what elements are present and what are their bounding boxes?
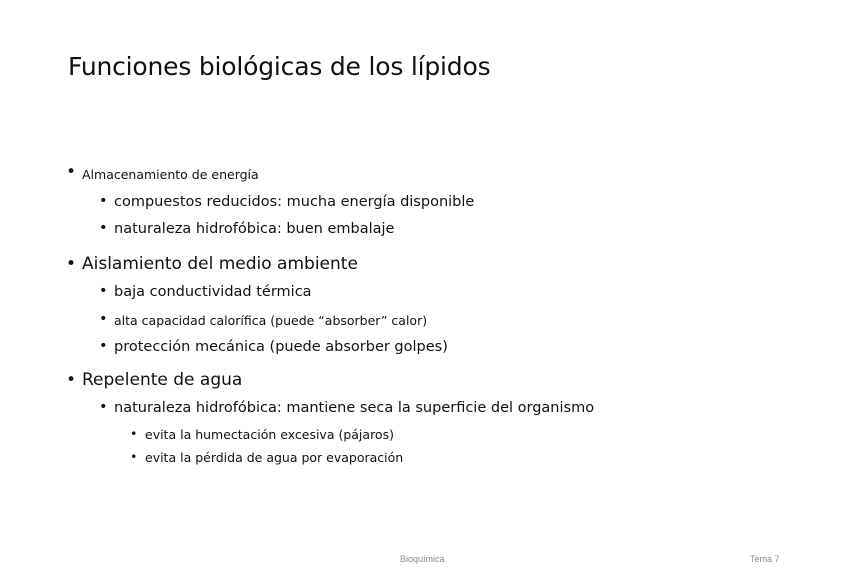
bullet: • <box>130 449 138 464</box>
bullet: • <box>66 162 77 182</box>
footer-center: Bioquímica <box>400 554 445 564</box>
bullet: • <box>66 370 77 390</box>
bullet-item-almacenamiento: Almacenamiento de energía <box>82 167 259 182</box>
sub-bullet-item: naturaleza hidrofóbica: buen embalaje <box>114 221 395 237</box>
bullet: • <box>99 193 108 209</box>
bullet: • <box>99 399 108 415</box>
footer-right: Tema 7 <box>750 554 780 564</box>
bullet: • <box>99 338 108 354</box>
bullet: • <box>99 311 108 327</box>
sub-bullet-item: naturaleza hidrofóbica: mantiene seca la superficie del organismo <box>114 400 595 416</box>
sub-sub-bullet-item: evita la pérdida de agua por evaporación <box>145 450 404 465</box>
bullet: • <box>99 283 108 299</box>
bullet: • <box>130 426 138 441</box>
sub-bullet-item: alta capacidad calorífica (puede “absorber” calor) <box>114 313 428 328</box>
sub-sub-bullet-item: evita la humectación excesiva (pájaros) <box>145 427 394 442</box>
slide-title: Funciones biológicas de los lípidos <box>68 52 491 81</box>
sub-bullet-item: protección mecánica (puede absorber golpes) <box>114 339 448 355</box>
sub-bullet-item: compuestos reducidos: mucha energía disponible <box>114 194 475 210</box>
bullet: • <box>66 254 77 274</box>
bullet: • <box>99 220 108 236</box>
sub-bullet-item: baja conductividad térmica <box>114 284 312 300</box>
bullet-item-repelente: Repelente de agua <box>82 370 243 390</box>
bullet-item-aislamiento: Aislamiento del medio ambiente <box>82 254 358 274</box>
